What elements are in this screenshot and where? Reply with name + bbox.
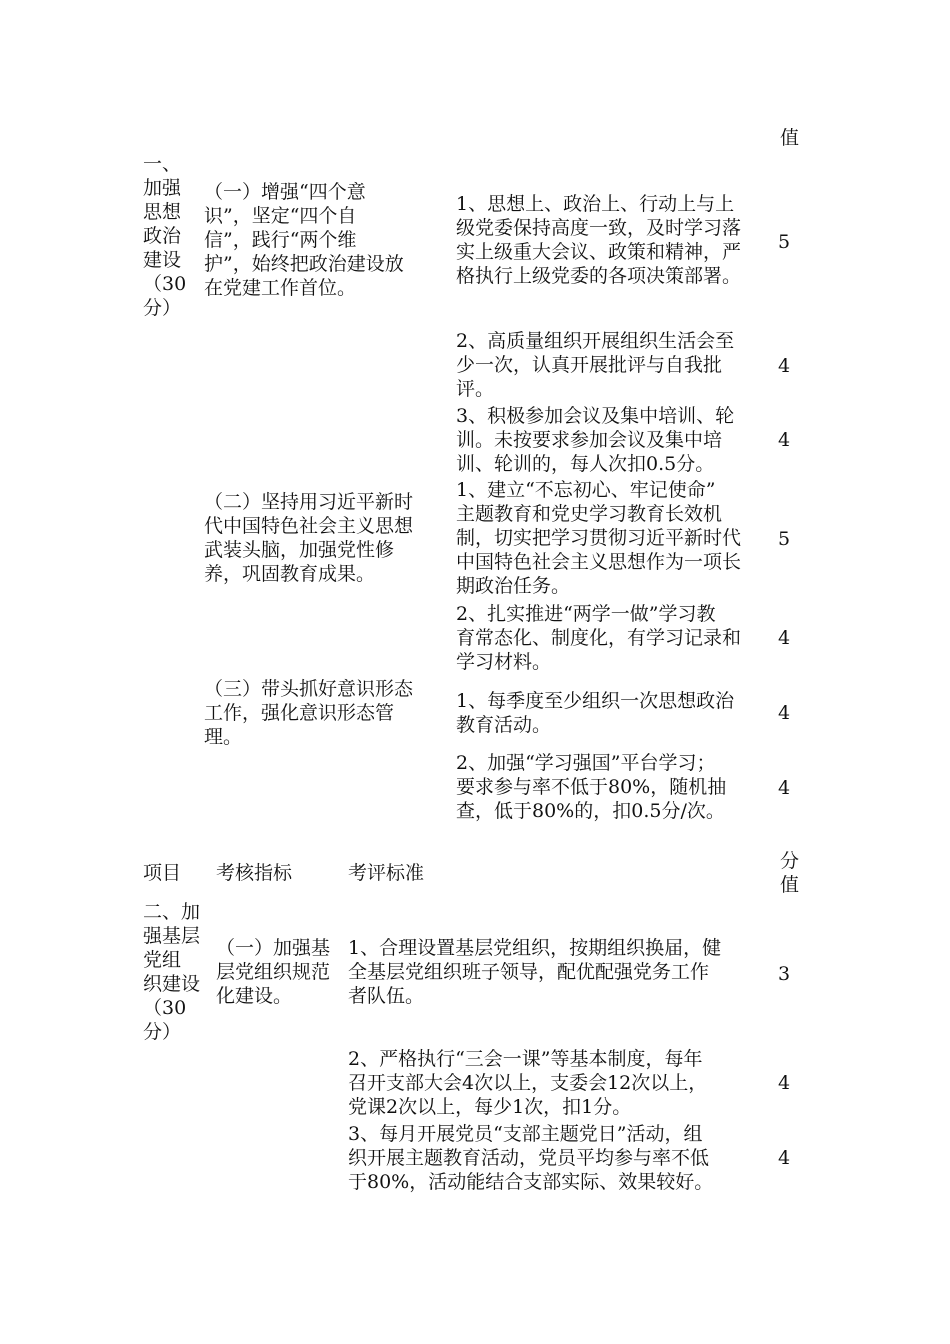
section2-criterion-1: 1、合理设置基层党组织，按期组织换届，健 全基层党组织班子领导，配优配强党务工作 者队伍。 <box>348 937 722 1007</box>
section1-criterion-3: 3、积极参加会议及集中培训、轮 训。未按要求参加会议及集中培 训、轮训的，每人次扣0.5分。 <box>456 405 735 475</box>
section1-score-4: 5 <box>778 528 791 550</box>
section1-category: 一、 加强 思想 政治 建设 （30 分） <box>143 153 187 319</box>
section2-score-1: 3 <box>778 963 791 985</box>
section1-score-3: 4 <box>778 429 791 451</box>
header-score: 分 值 <box>780 850 800 896</box>
section1-score-6: 4 <box>778 702 791 724</box>
section1-score-1: 5 <box>778 231 791 253</box>
header-criteria: 考评标准 <box>348 862 425 884</box>
header-project: 项目 <box>143 862 182 884</box>
section1-criterion-7: 2、加强“学习强国”平台学习； 要求参与率不低于80%，随机抽 查，低于80%的，扣0.5分/次。 <box>456 752 727 822</box>
header-indicator: 考核指标 <box>216 862 293 884</box>
section1-criterion-1: 1、思想上、政治上、行动上与上 级党委保持高度一致，及时学习落 实上级重大会议、政策和精神，严 格执行上级党委的各项决策部署。 <box>456 193 742 287</box>
section1-criterion-2: 2、高质量组织开展组织生活会至 少一次，认真开展批评与自我批 评。 <box>456 330 735 400</box>
section2-category: 二、加 强基层 党组 织建设 （30 分） <box>143 901 201 1043</box>
section1-score-2: 4 <box>778 355 791 377</box>
section1-indicator-3: （三）带头抓好意识形态 工作，强化意识形态管 理。 <box>204 678 414 748</box>
section1-score-7: 4 <box>778 777 791 799</box>
section1-indicator-1: （一）增强“四个意 识”，坚定“四个自 信”，践行“两个维 护”，始终把政治建设放 在党建工作首位。 <box>204 181 404 299</box>
section2-criterion-2: 2、严格执行“三会一课”等基本制度，每年 召开支部大会4次以上，支委会12次以上， 党课2次以上，每少1次，扣1分。 <box>348 1048 708 1118</box>
score-column-label: 值 <box>780 127 800 149</box>
section2-indicator-1: （一）加强基 层党组织规范 化建设。 <box>216 937 331 1007</box>
section1-indicator-2: （二）坚持用习近平新时 代中国特色社会主义思想 武装头脑，加强党性修 养，巩固教育成果。 <box>204 491 414 585</box>
section2-criterion-3: 3、每月开展党员“支部主题党日”活动，组 织开展主题教育活动，党员平均参与率不低 于80%，活动能结合支部实际、效果较好。 <box>348 1123 714 1193</box>
section2-score-3: 4 <box>778 1147 791 1169</box>
section2-score-2: 4 <box>778 1072 791 1094</box>
section1-criterion-6: 1、每季度至少组织一次思想政治 教育活动。 <box>456 690 735 736</box>
section1-criterion-5: 2、扎实推进“两学一做”学习教 育常态化、制度化，有学习记录和 学习材料。 <box>456 603 742 673</box>
section1-criterion-4: 1、建立“不忘初心、牢记使命” 主题教育和党史学习教育长效机 制，切实把学习贯彻习近平新时代 中国特色社会主义思想作为一项长 期政治任务。 <box>456 479 742 597</box>
section1-score-5: 4 <box>778 627 791 649</box>
